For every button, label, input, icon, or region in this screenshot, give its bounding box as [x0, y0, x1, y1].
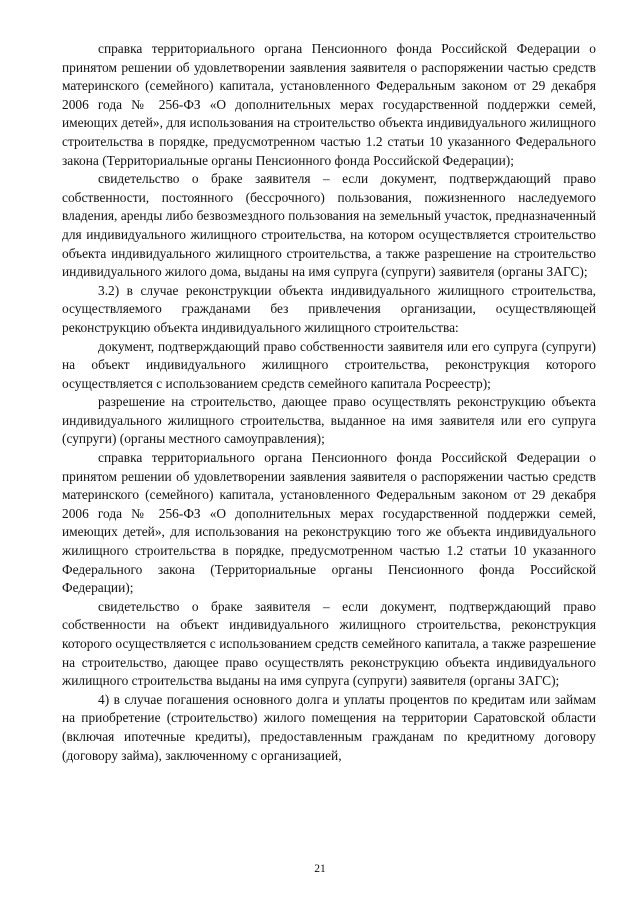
body-text	[62, 40, 596, 765]
paragraph-reconstruction-permit: разрешение на строительство, дающее право осуществлять реконструкцию объекта индивидуального жилищного строительства, выданное на имя заявителя или его супруга (супруги) (органы местного самоуправления);	[62, 394, 596, 447]
paragraph-pfr-certificate-reconstruction: справка территориального органа Пенсионного фонда Российской Федерации о принятом решении об удовлетворении заявления заявителя о распоряжении частью средств материнского (семейного) капитала, установленного Федеральным законом от 29 декабря 2006 года № 256-ФЗ «О дополнительных мерах государственной поддержки семей, имеющих детей», для использования на реконструкцию того же объекта индивидуального жилищного строительства в порядке, предусмотренном частью 1.2 статьи 10 указанного Федерального закона (Территориальные органы Пенсионного фонда Российской Федерации);	[62, 450, 596, 596]
paragraph-reconstruction-case: 3.2) в случае реконструкции объекта индивидуального жилищного строительства, осуществляемого гражданами без привлечения организации, осуществляющей реконструкцию объекта индивидуального жилищного строительства:	[62, 282, 596, 335]
paragraph-marriage-certificate-reconstruction: свидетельство о браке заявителя – если документ, подтверждающий право собственности на объект индивидуального жилищного строительства, реконструкция которого осуществляется с использованием средств семейного капитала, а также разрешение на строительство, дающее право осуществлять реконструкцию объекта индивидуального жилищного строительства выданы на имя супруга (супруги) заявителя (органы ЗАГС);	[62, 598, 596, 689]
paragraph-pfr-certificate-construction: справка территориального органа Пенсионного фонда Российской Федерации о принятом решении об удовлетворении заявления заявителя о распоряжении частью средств материнского (семейного) капитала, установленного Федеральным законом от 29 декабря 2006 года № 256-ФЗ «О дополнительных мерах государственной поддержки семей, имеющих детей», для использования на строительство объекта индивидуального жилищного строительства в порядке, предусмотренном частью 1.2 статьи 10 указанного Федерального закона (Территориальные органы Пенсионного фонда Российской Федерации);	[62, 41, 596, 168]
paragraph-marriage-certificate-construction: свидетельство о браке заявителя – если документ, подтверждающий право собственности, постоянного (бессрочного) пользования, пожизненного наследуемого владения, аренды либо безвозмездного пользования на земельный участок, предназначенный для индивидуального жилищного строительства, на котором осуществляется строительство объекта индивидуального жилищного строительства, а также разрешение на строительство индивидуального жилого дома, выданы на имя супруга (супруги) заявителя (органы ЗАГС);	[62, 171, 596, 280]
paragraph-loan-repayment-case: 4) в случае погашения основного долга и уплаты процентов по кредитам или займам на приобретение (строительство) жилого помещения на территории Саратовской области (включая ипотечные кредиты), предоставленным гражданам по кредитному договору (договору займа), заключенному с организацией,	[62, 691, 596, 763]
paragraph-ownership-document: документ, подтверждающий право собственности заявителя или его супруга (супруги) на объект индивидуального жилищного строительства, реконструкция которого осуществляется с использованием средств семейного капитала Росреестр);	[62, 338, 596, 391]
page-number: 21	[314, 863, 326, 875]
